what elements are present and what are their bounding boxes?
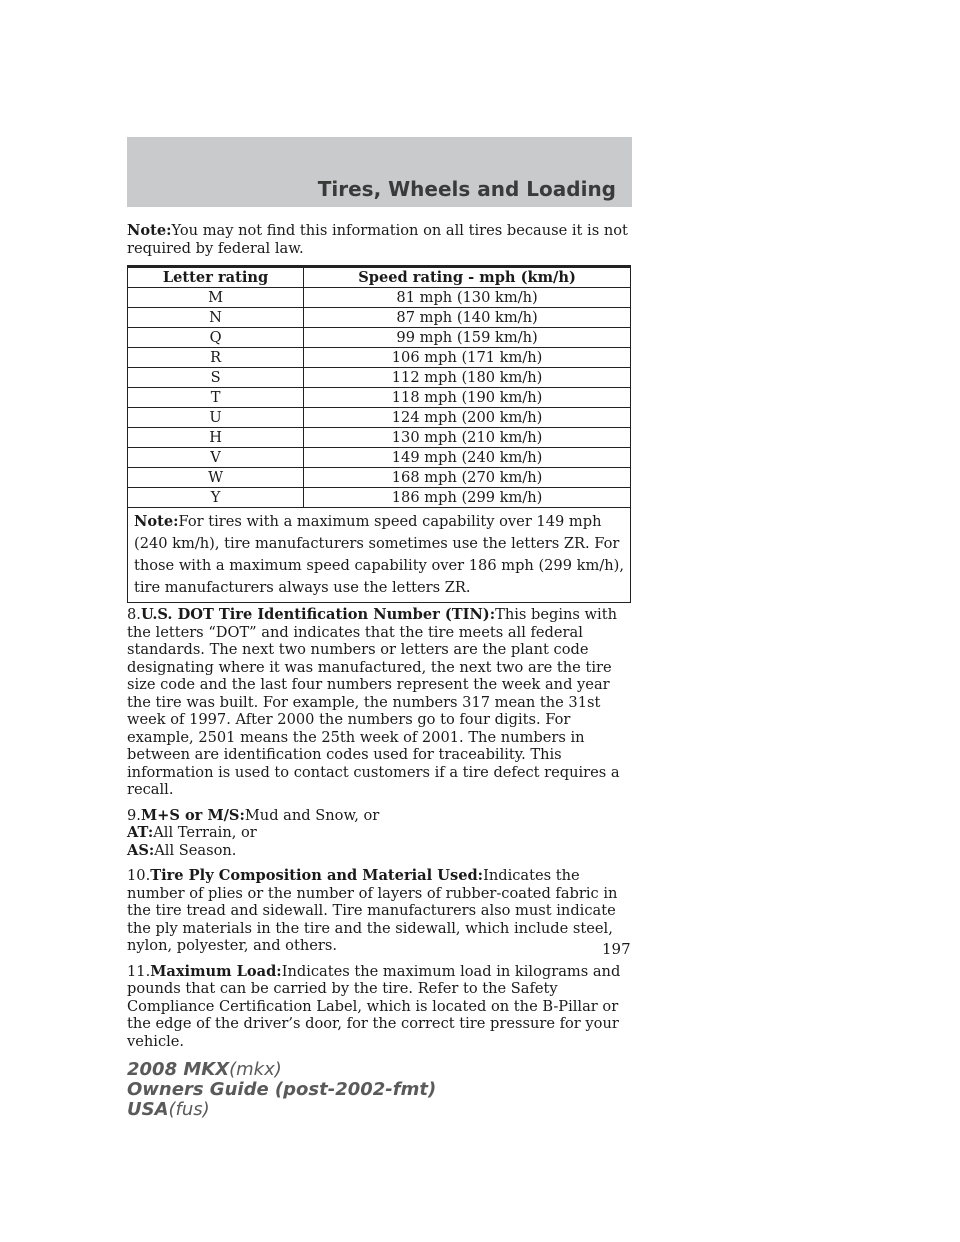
item-number: 9. bbox=[127, 806, 141, 824]
letter-cell: V bbox=[128, 448, 304, 468]
item-label: Tire Ply Composition and Material Used: bbox=[150, 867, 484, 884]
letter-cell: M bbox=[128, 288, 304, 308]
table-row bbox=[128, 388, 631, 408]
footer-line-1 bbox=[127, 1060, 436, 1080]
table-row bbox=[128, 448, 631, 468]
letter-cell: Q bbox=[128, 328, 304, 348]
item-text: Mud and Snow, or bbox=[244, 806, 380, 824]
column-header-letter: Letter rating bbox=[128, 267, 304, 288]
item-10 bbox=[127, 867, 632, 955]
table-row bbox=[128, 428, 631, 448]
note-text: You may not find this information on all tires because it is not required by federal law. bbox=[127, 222, 628, 257]
intro-note bbox=[127, 222, 632, 257]
table-row bbox=[128, 468, 631, 488]
speed-cell: 81 mph (130 km/h) bbox=[304, 288, 631, 308]
letter-cell: H bbox=[128, 428, 304, 448]
speed-cell: 186 mph (299 km/h) bbox=[304, 488, 631, 508]
document-footer bbox=[127, 1060, 436, 1120]
speed-cell: 112 mph (180 km/h) bbox=[304, 368, 631, 388]
table-row bbox=[128, 488, 631, 508]
item-label: M+S or M/S: bbox=[140, 806, 245, 824]
letter-cell: R bbox=[128, 348, 304, 368]
speed-cell: 118 mph (190 km/h) bbox=[304, 388, 631, 408]
letter-cell: S bbox=[128, 368, 304, 388]
item-number: 8. bbox=[127, 606, 141, 623]
table-row bbox=[128, 328, 631, 348]
letter-cell: N bbox=[128, 308, 304, 328]
table-note-text: For tires with a maximum speed capability over 149 mph (240 km/h), tire manufacturers sometimes use the letters ZR. For those with a maximum speed capability over 186 mph (299 km/h), tire manufacturers always use the letters ZR. bbox=[134, 513, 624, 596]
as-label: AS: bbox=[127, 841, 155, 859]
item-text: Indicates the number of plies or the number of layers of rubber-coated fabric in the tire tread and sidewall. Tire manufacturers also must indicate the ply materials in the tire and the sidewall, which include steel, nylon, polyester, and others. bbox=[127, 867, 618, 954]
speed-cell: 130 mph (210 km/h) bbox=[304, 428, 631, 448]
footer-line-2 bbox=[127, 1080, 436, 1100]
item-text: Indicates the maximum load in kilograms and pounds that can be carried by the tire. Refer to the Safety Compliance Certification Label, which is located on the B-Pillar or the edge of the driver’s door, for the correct tire pressure for your vehicle. bbox=[127, 962, 621, 1050]
table-row bbox=[128, 288, 631, 308]
at-label: AT: bbox=[127, 824, 154, 841]
at-text: All Terrain, or bbox=[153, 824, 257, 841]
footer-guide: Owners Guide (post-2002-fmt) bbox=[127, 1079, 437, 1100]
footer-market: USA bbox=[127, 1099, 169, 1120]
speed-cell: 124 mph (200 km/h) bbox=[304, 408, 631, 428]
speed-cell: 87 mph (140 km/h) bbox=[304, 308, 631, 328]
item-label: U.S. DOT Tire Identification Number (TIN): bbox=[140, 606, 496, 623]
table-row bbox=[128, 348, 631, 368]
page-number: 197 bbox=[602, 940, 631, 958]
item-11 bbox=[127, 963, 632, 1051]
section-header-band bbox=[127, 137, 632, 207]
section-title: Tires, Wheels and Loading bbox=[317, 177, 616, 201]
footer-model-code: (mkx) bbox=[229, 1059, 282, 1080]
speed-cell: 168 mph (270 km/h) bbox=[304, 468, 631, 488]
letter-cell: Y bbox=[128, 488, 304, 508]
item-9 bbox=[127, 807, 632, 860]
table-header-row bbox=[128, 267, 631, 288]
speed-rating-table bbox=[127, 265, 631, 603]
letter-cell: W bbox=[128, 468, 304, 488]
footer-market-code: (fus) bbox=[168, 1099, 210, 1120]
speed-cell: 149 mph (240 km/h) bbox=[304, 448, 631, 468]
item-text: This begins with the letters “DOT” and indicates that the tire meets all federal standards. The next two numbers or letters are the plant code designating where it was manufactured, the next two are the tire size code and the last four numbers represent the week and year the tire was built. For example, the numbers 317 mean the 31st week of 1997. After 2000 the numbers go to four digits. For example, 2501 means the 25th week of 2001. The numbers in between are identification codes used for traceability. This information is used to contact customers if a tire defect requires a recall. bbox=[127, 606, 620, 798]
speed-cell: 106 mph (171 km/h) bbox=[304, 348, 631, 368]
table-row bbox=[128, 308, 631, 328]
table-note-row bbox=[128, 508, 631, 603]
speed-cell: 99 mph (159 km/h) bbox=[304, 328, 631, 348]
item-number: 11. bbox=[127, 962, 151, 980]
item-number: 10. bbox=[127, 867, 151, 884]
page-content bbox=[127, 222, 632, 1058]
table-row bbox=[128, 368, 631, 388]
item-8 bbox=[127, 606, 632, 799]
footer-model: 2008 MKX bbox=[127, 1059, 230, 1080]
table-row bbox=[128, 408, 631, 428]
note-label: Note: bbox=[127, 222, 172, 239]
table-note bbox=[128, 508, 631, 603]
column-header-speed: Speed rating - mph (km/h) bbox=[304, 267, 631, 288]
as-text: All Season. bbox=[154, 841, 237, 859]
footer-line-3 bbox=[127, 1100, 436, 1120]
letter-cell: T bbox=[128, 388, 304, 408]
item-label: Maximum Load: bbox=[150, 962, 282, 980]
table-note-label: Note: bbox=[134, 513, 179, 530]
letter-cell: U bbox=[128, 408, 304, 428]
